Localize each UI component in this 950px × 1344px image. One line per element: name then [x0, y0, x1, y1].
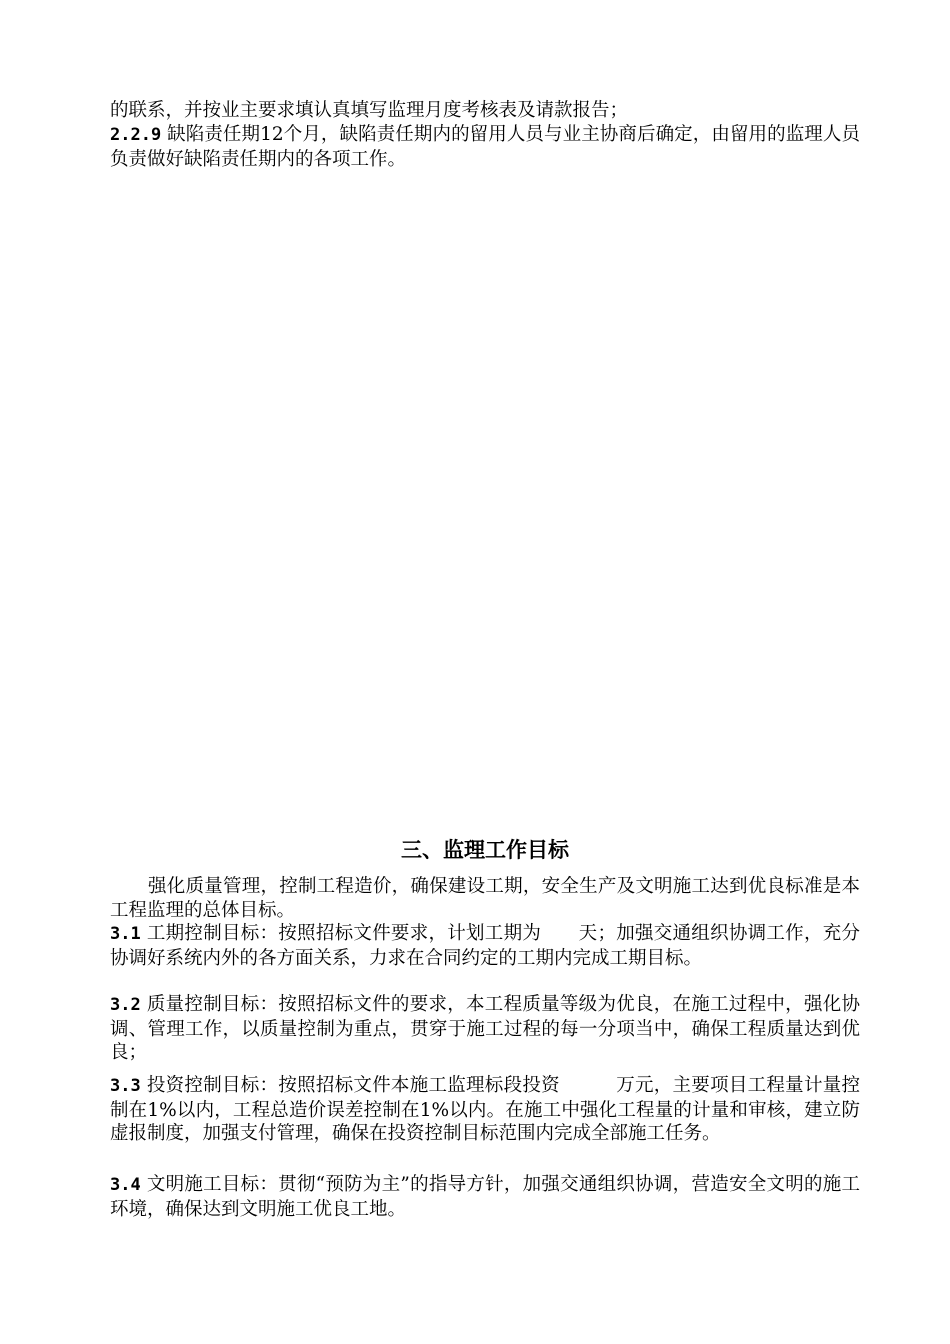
- clause-text: 缺陷责任期12个月，缺陷责任期内的留用人员与业主协商后确定，由留用的监理人员负责做好缺陷责任期内的各项工作。: [110, 124, 860, 170]
- clause-text: 投资控制目标：按照招标文件本施工监理标段投资 万元，主要项目工程量计量控制在1%以内，工程总造价误差控制在1%以内。在施工中强化工程量的计量和审核，建立防虚报制度，加强支付管理，确保在投资控制目标范围内完成全部施工任务。: [110, 1075, 860, 1144]
- clause-3-3: [110, 1074, 860, 1146]
- continued-paragraph: 的联系，并按业主要求填认真填写监理月度考核表及请款报告；: [110, 100, 629, 121]
- clause-number: 3.1: [110, 924, 141, 944]
- clause-number: 3.2: [110, 995, 141, 1015]
- clause-number: 3.4: [110, 1175, 141, 1195]
- clause-text: 工期控制目标：按照招标文件要求，计划工期为 天；加强交通组织协调工作，充分协调好系统内外的各方面关系，力求在合同约定的工期内完成工期目标。: [110, 923, 860, 969]
- section-heading: 三、监理工作目标: [401, 838, 569, 862]
- intro-paragraph: 强化质量管理，控制工程造价，确保建设工期，安全生产及文明施工达到优良标准是本工程监理的总体目标。: [110, 876, 860, 921]
- clause-number: 2.2.9: [110, 125, 162, 145]
- clause-number: 3.3: [110, 1076, 141, 1096]
- clause-3-1: [110, 922, 860, 970]
- clause-3-2: [110, 993, 860, 1065]
- clause-3-4: [110, 1173, 860, 1221]
- clause-2-2-9: [110, 123, 860, 171]
- clause-text: 质量控制目标：按照招标文件的要求，本工程质量等级为优良，在施工过程中，强化协调、管理工作，以质量控制为重点，贯穿于施工过程的每一分项当中，确保工程质量达到优良；: [110, 994, 860, 1063]
- clause-text: 文明施工目标：贯彻“预防为主”的指导方针，加强交通组织协调，营造安全文明的施工环境，确保达到文明施工优良工地。: [110, 1174, 860, 1220]
